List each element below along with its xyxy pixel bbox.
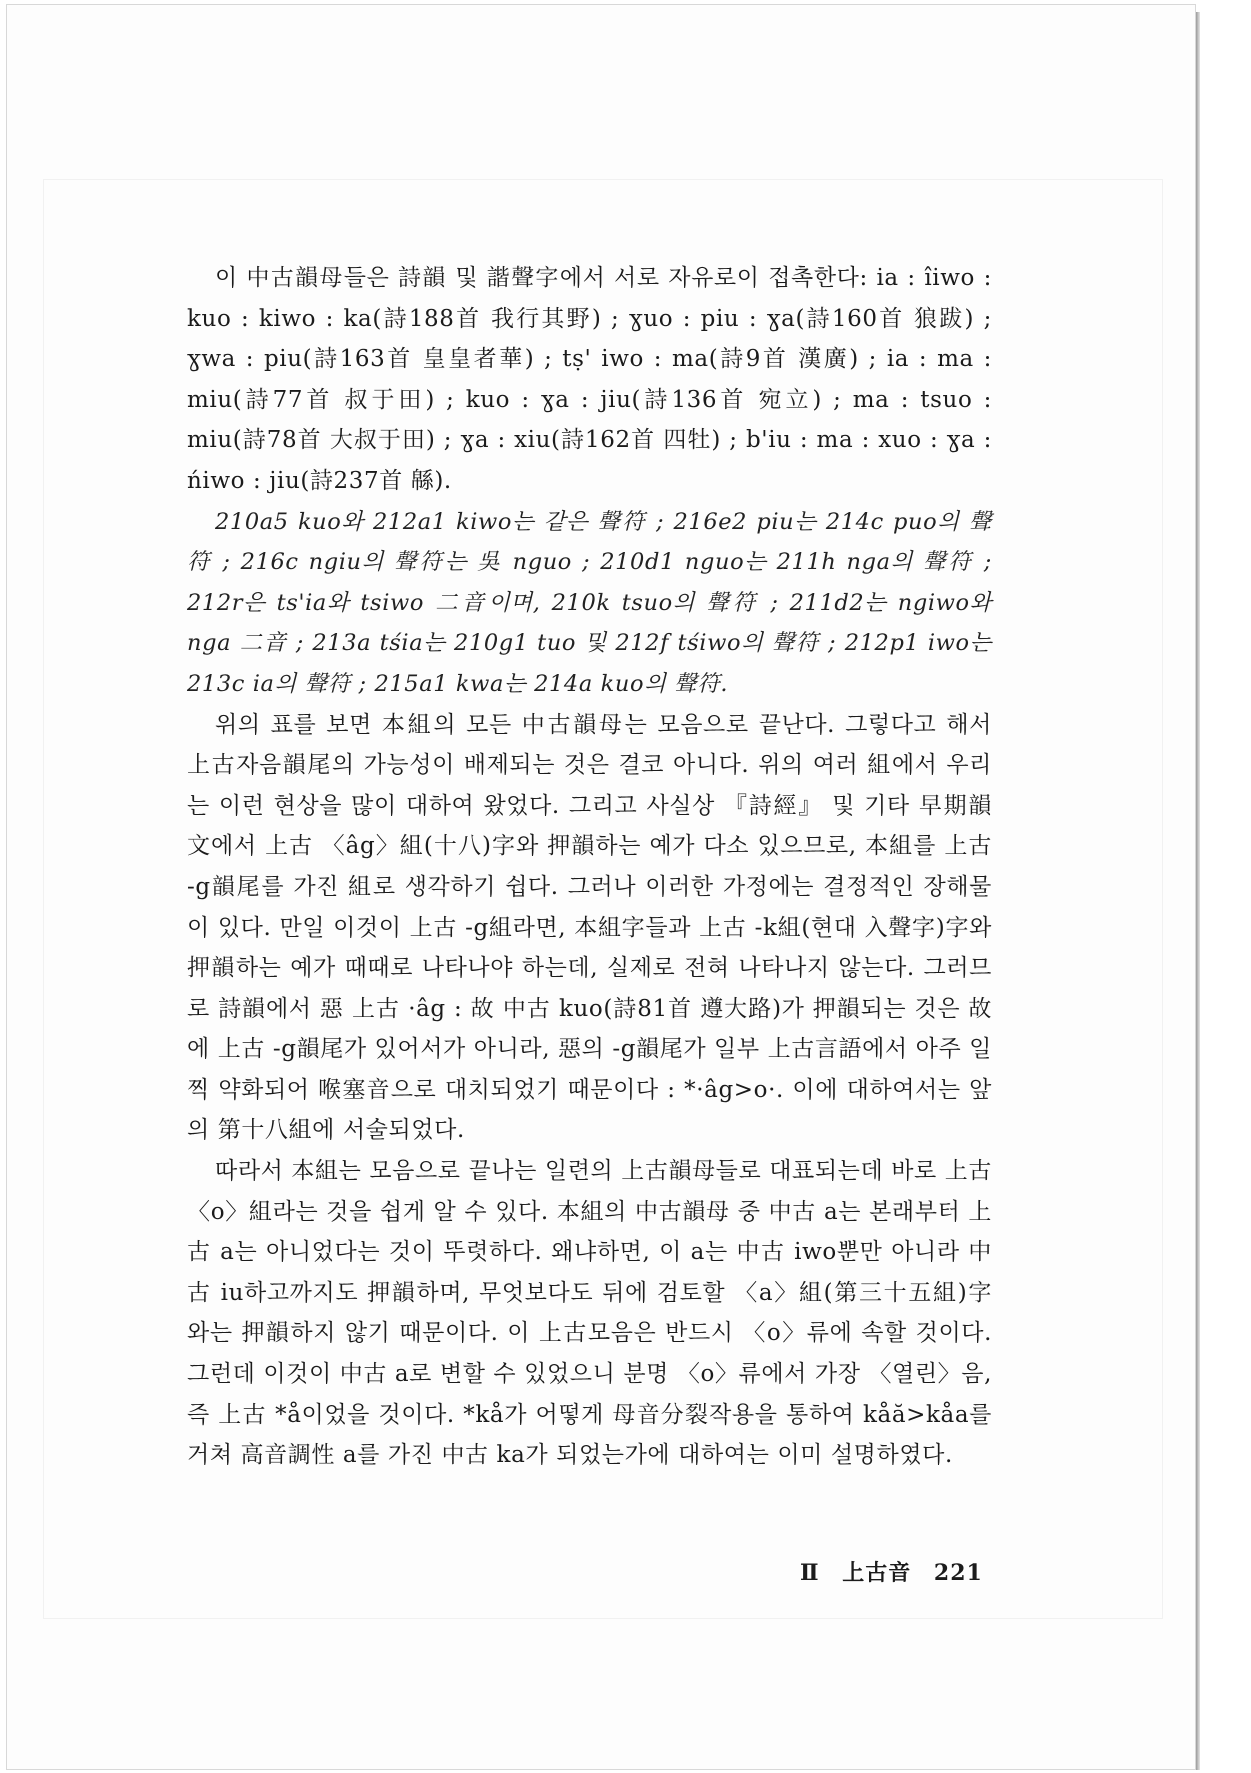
body-text — [187, 258, 992, 1476]
paragraph-analysis: 위의 표를 보면 本組의 모든 中古韻母는 모음으로 끝난다. 그렇다고 해서 上古자음韻尾의 가능성이 배제되는 것은 결코 아니다. 위의 여러 組에서 우리는 이런 현상을 많이 대하여 왔었다. 그리고 사실상 『詩經』 및 기타 早期韻文에서 上古 〈âg〉組(十八)字와 押韻하는 예가 다소 있으므로, 本組를 上古 -g韻尾를 가진 組로 생각하기 쉽다. 그러나 이러한 가정에는 결정적인 장해물이 있다. 만일 이것이 上古 -g組라면, 本組字들과 上古 -k組(현대 入聲字)字와 押韻하는 예가 때때로 나타나야 하는데, 실제로 전혀 나타나지 않는다. 그러므로 詩韻에서 惡 上古 ·âg : 故 中古 kuo(詩81首 遵大路)가 押韻되는 것은 故에 上古 -g韻尾가 있어서가 아니라, 惡의 -g韻尾가 일부 上古言語에서 아주 일찍 약화되어 喉塞音으로 대치되었기 때문이다 : *·âg>o·. 이에 대하여서는 앞의 第十八組에 서술되었다. — [187, 711, 992, 1144]
page-edge-shadow — [1196, 12, 1200, 1770]
paragraph-intro: 이 中古韻母들은 詩韻 및 諧聲字에서 서로 자유로이 접촉한다: ia : îiwo : kuo : kiwo : ka(詩188首 我行其野) ; ɣuo : piu : ɣa(詩160首 狼跋) ; ɣwa : piu(詩163首 皇皇者華) ; tṣ' iwo : ma(詩9首 漢廣) ; ia : ma : miu(詩77首 叔于田) ; kuo : ɣa : jiu(詩136首 宛立) ; ma : tsuo : miu(詩78首 大叔于田) ; ɣa : xiu(詩162首 四牡) ; b'iu : ma : xuo : ɣa : ńiwo : jiu(詩237首 緜). — [187, 265, 992, 494]
paragraph-conclusion: 따라서 本組는 모음으로 끝나는 일련의 上古韻母들로 대표되는데 바로 上古〈o〉組라는 것을 쉽게 알 수 있다. 本組의 中古韻母 중 中古 a는 본래부터 上古 a는 아니었다는 것이 뚜렷하다. 왜냐하면, 이 a는 中古 iwo뿐만 아니라 中古 iu하고까지도 押韻하며, 무엇보다도 뒤에 검토할 〈a〉組(第三十五組)字와는 押韻하지 않기 때문이다. 이 上古모음은 반드시 〈o〉류에 속할 것이다. 그런데 이것이 中古 a로 변할 수 있었으니 분명 〈o〉류에서 가장 〈열린〉음, 즉 上古 *å이었을 것이다. *kå가 어떻게 母音分裂작용을 통하여 kåă>kåa를 거쳐 高音調性 a를 가진 中古 ka가 되었는가에 대하여는 이미 설명하였다. — [187, 1158, 993, 1469]
paragraph-phonetic-notes: 210a5 kuo와 212a1 kiwo는 같은 聲符 ; 216e2 piu는 214c puo의 聲符 ; 216c ngiu의 聲符는 吳 nguo ; 210d1 nguo는 211h nga의 聲符 ; 212r은 ts'ia와 tsiwo 二音이며, 210k tsuo의 聲符 ; 211d2는 ngiwo와 nga 二音 ; 213a tśia는 210g1 tuo 및 212f tśiwo의 聲符 ; 212p1 iwo는 213c ia의 聲符 ; 215a1 kwa는 214a kuo의 聲符. — [187, 508, 992, 697]
page-number: 221 — [933, 1560, 983, 1586]
footer-part: Ⅱ — [800, 1560, 820, 1586]
running-footer — [800, 1556, 983, 1587]
footer-section: 上古音 — [842, 1560, 912, 1586]
